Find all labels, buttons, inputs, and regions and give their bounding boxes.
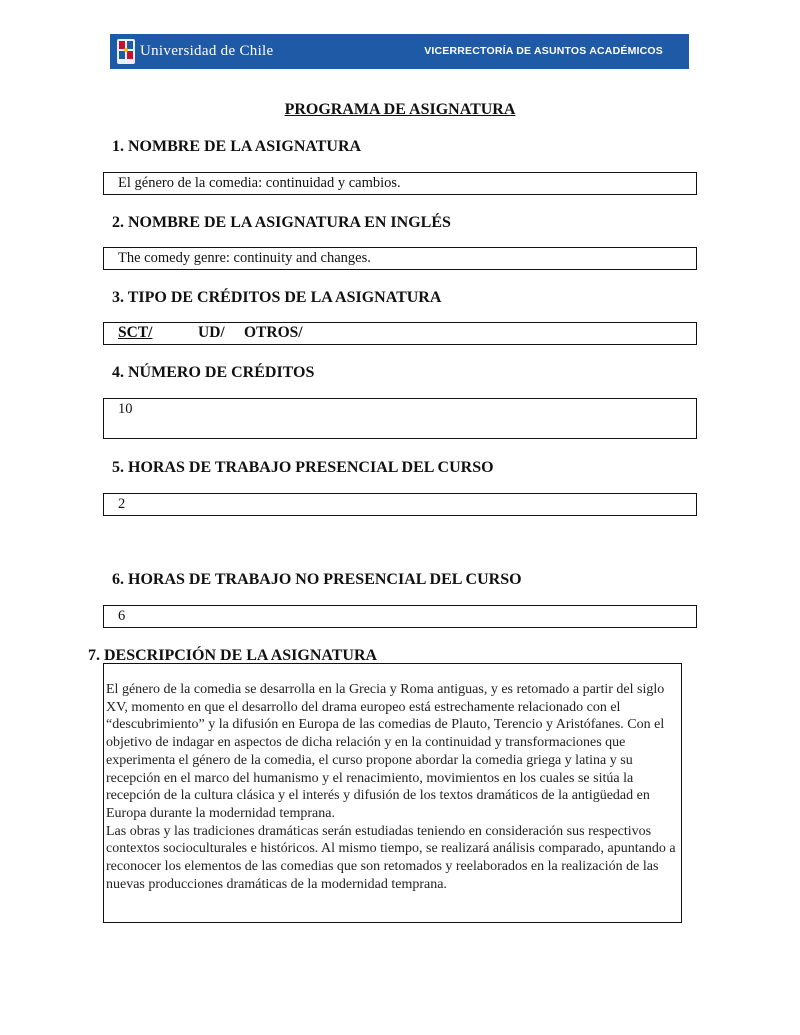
credit-type-sct: SCT/ bbox=[118, 324, 153, 341]
non-presential-hours-field bbox=[103, 605, 697, 628]
university-crest-icon bbox=[116, 38, 136, 65]
section-4-heading: 4. NÚMERO DE CRÉDITOS bbox=[112, 364, 315, 381]
section-6-heading: 6. HORAS DE TRABAJO NO PRESENCIAL DEL CURSO bbox=[112, 571, 522, 588]
course-name-value: El género de la comedia: continuidad y cambios. bbox=[118, 175, 401, 191]
section-1-heading: 1. NOMBRE DE LA ASIGNATURA bbox=[112, 138, 362, 155]
credits-number-value: 10 bbox=[118, 401, 133, 417]
course-description-box bbox=[103, 663, 682, 923]
university-name: Universidad de Chile bbox=[140, 43, 274, 59]
credits-number-field bbox=[103, 398, 697, 439]
credit-type-ud: UD/ bbox=[198, 324, 225, 341]
section-7-heading: 7. DESCRIPCIÓN DE LA ASIGNATURA bbox=[88, 647, 378, 664]
university-banner bbox=[110, 34, 689, 69]
course-name-field bbox=[103, 172, 697, 195]
credit-type-field bbox=[103, 322, 697, 345]
course-name-english-value: The comedy genre: continuity and changes. bbox=[118, 250, 371, 266]
course-name-english-field bbox=[103, 247, 697, 270]
presential-hours-field bbox=[103, 493, 697, 516]
office-name: VICERRECTORÍA DE ASUNTOS ACADÉMICOS bbox=[424, 45, 663, 57]
document-title: PROGRAMA DE ASIGNATURA bbox=[284, 101, 516, 118]
section-3-heading: 3. TIPO DE CRÉDITOS DE LA ASIGNATURA bbox=[112, 289, 442, 306]
non-presential-hours-value: 6 bbox=[118, 608, 126, 624]
presential-hours-value: 2 bbox=[118, 496, 126, 512]
description-paragraph-2: Las obras y las tradiciones dramáticas serán estudiadas teniendo en consideración sus respectivos contextos socioculturales e históricos. Al mismo tiempo, se realizará análisis comparado, apuntando a reconocer los elementos de las comedias que son retomados y reelaborados en la realización de las nuevas producciones dramáticas de la modernidad temprana. bbox=[106, 823, 676, 892]
section-5-heading: 5. HORAS DE TRABAJO PRESENCIAL DEL CURSO bbox=[112, 459, 494, 476]
credit-type-otros: OTROS/ bbox=[244, 324, 303, 341]
section-2-heading: 2. NOMBRE DE LA ASIGNATURA EN INGLÉS bbox=[112, 214, 451, 231]
description-paragraph-1: El género de la comedia se desarrolla en la Grecia y Roma antiguas, y es retomado a partir del siglo XV, momento en que el desarrollo del drama europeo está estrechamente relacionado con el “descubrimiento” y la difusión en Europa de las comedias de Plauto, Terencio y Aristófanes. Con el objetivo de indagar en aspectos de dicha relación y en la continuidad y transformaciones que experimenta el género de la comedia, el curso propone abordar la comedia griega y latina y su recepción en el marco del humanismo y el renacimiento, movimientos en los cuales se sitúa la recepción de la cultura clásica y el interés y difusión de los textos dramáticos de la antigüedad en Europa durante la modernidad temprana. bbox=[106, 682, 665, 821]
